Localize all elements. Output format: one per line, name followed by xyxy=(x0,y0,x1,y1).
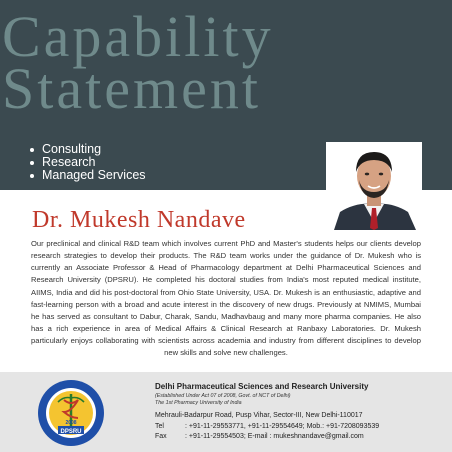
bullet-icon xyxy=(30,174,34,178)
profile-photo-illustration xyxy=(326,142,422,230)
university-establishment: (Established Under Act 07 of 2008, Govt. of NCT of Delhi) xyxy=(155,393,291,399)
person-name: Dr. Mukesh Nandave xyxy=(32,207,246,233)
telephone-line: Tel : +91-11-29553771, +91-11-29554649; Mob.: +91-7208093539 xyxy=(155,423,380,430)
profile-photo xyxy=(326,142,422,230)
fax-email-line: Fax : +91-11-29554503; E-mail : mukeshnandave@gmail.com xyxy=(155,433,364,440)
university-name: Delhi Pharmaceutical Sciences and Research University xyxy=(155,382,369,391)
svg-text:DPSRU: DPSRU xyxy=(60,429,82,435)
watermark-capability: Capability xyxy=(2,4,274,69)
service-item: Managed Services xyxy=(30,169,146,182)
bullet-icon xyxy=(30,161,34,165)
bullet-icon xyxy=(30,148,34,152)
service-item: Consulting xyxy=(30,143,146,156)
university-tagline: The 1st Pharmacy University of India xyxy=(155,400,242,406)
watermark-statement: Statement xyxy=(2,56,261,121)
services-list xyxy=(30,143,146,182)
bio-paragraph: Our preclinical and clinical R&D team which involves current PhD and Master's students helps our clients develop research strategies to develop their products. The R&D team works under the guidance of Dr. Mukesh who is currently an Associate Professor & Head of Pharmacology department at Delhi Pharmaceutical Sciences and Research University (DPSRU). He completed his doctoral studies from India's most reputed medical institute, AIIMS, India and did his post-doctoral from Ohio State University, USA. Dr. Mukesh is an enthusiastic, adaptive and fast-learning person with a broad and acute interest in the discovery of new drugs. Previously at NMIMS, Mumbai he has served as consultant to Dabur, Charak, Sandu, Madhavbaug and many more pharma companies. He also has a rich experience in area of Medical Affairs & Clinical Research at Ranbaxy Laboratories. Dr. Mukesh particularly enjoys collaborating with scientists across academia and industry from different disciplines to develop new skills and solve new challenges. xyxy=(31,239,421,358)
svg-text:2008: 2008 xyxy=(65,420,77,426)
university-logo xyxy=(34,378,108,448)
university-address: Mehrauli-Badarpur Road, Pusp Vihar, Sector-III, New Delhi-110017 xyxy=(155,412,363,419)
service-item: Research xyxy=(30,156,146,169)
